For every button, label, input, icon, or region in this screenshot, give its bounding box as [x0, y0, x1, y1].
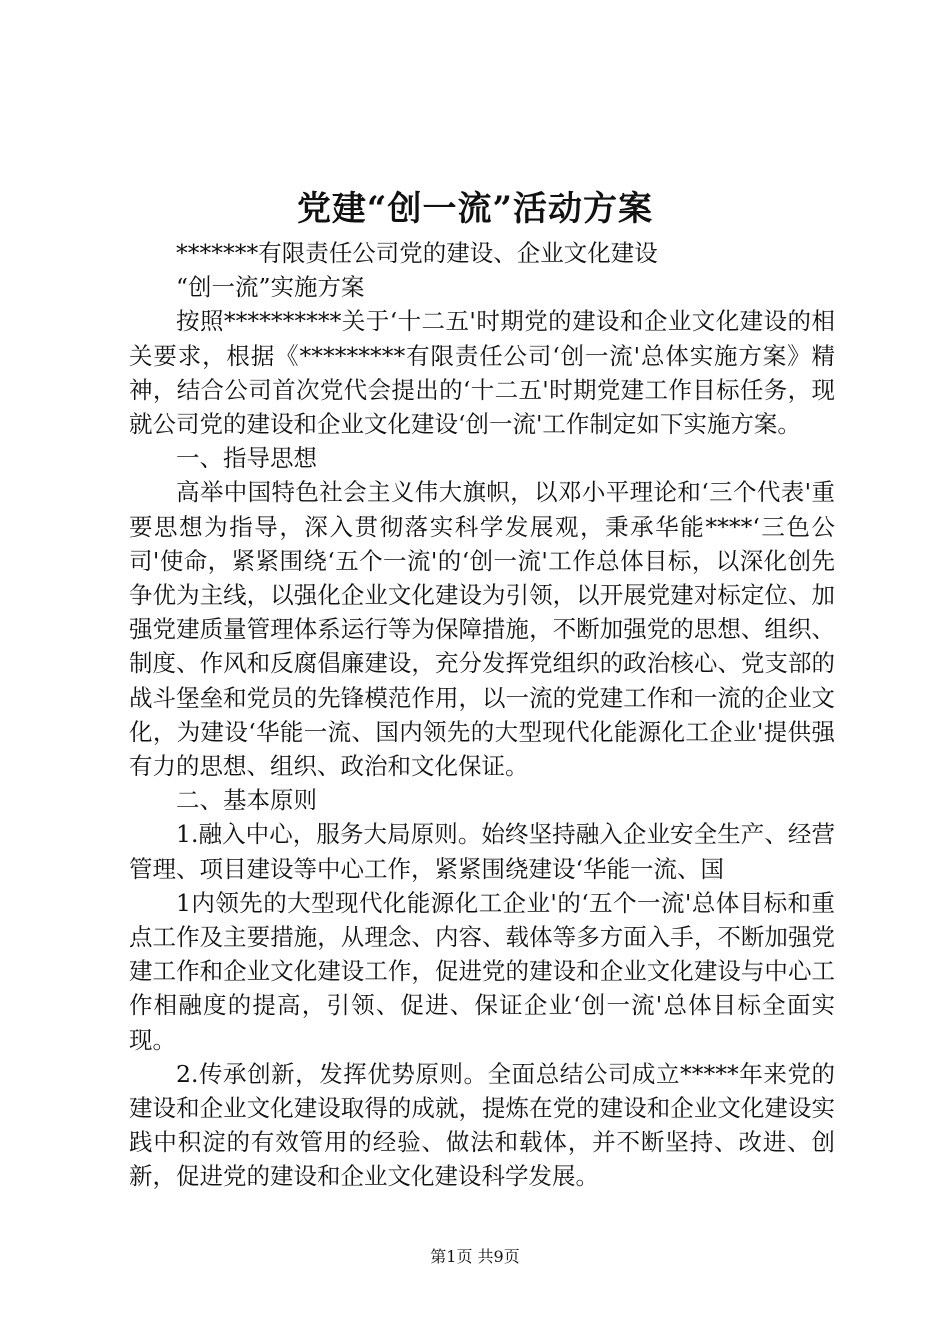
paragraph-principle-1-start: 1.融入中心，服务大局原则。始终坚持融入企业安全生产、经营管理、项目建设等中心工作，紧紧围绕建设‘华能一流、国 [129, 820, 835, 883]
section-heading-guiding-ideology: 一、指导思想 [176, 444, 317, 473]
section-heading-basic-principles: 二、基本原则 [176, 786, 317, 815]
page-footer: 第1页 共9页 [430, 1247, 520, 1266]
document-title: 党建“创一流”活动方案 [296, 189, 654, 229]
paragraph-guiding-ideology: 高举中国特色社会主义伟大旗帜，以邓小平理论和‘三个代表'重要思想为指导，深入贯彻落实科学发展观，秉承华能****‘三色公司'使命，紧紧围绕‘五个一流'的‘创一流'工作总体目标，以深化创先争优为主线，以强化企业文化建设为引领，以开展党建对标定位、加强党建质量管理体系运行等为保障措施，不断加强党的思想、组织、制度、作风和反腐倡廉建设，充分发挥党组织的政治核心、党支部的战斗堡垒和党员的先锋模范作用，以一流的党建工作和一流的企业文化，为建设‘华能一流、国内领先的大型现代化能源化工企业'提供强有力的思想、组织、政治和文化保证。 [129, 478, 835, 781]
paragraph-intro: 按照**********关于‘十二五'时期党的建设和企业文化建设的相关要求，根据《*********有限责任公司‘创一流'总体实施方案》精神，结合公司首次党代会提出的‘十二五'时期党建工作目标任务，现就公司党的建设和企业文化建设‘创一流'工作制定如下实施方案。 [129, 307, 835, 439]
paragraph-principle-1-continued: 1内领先的大型现代化能源化工企业'的‘五个一流'总体目标和重点工作及主要措施，从理念、内容、载体等多方面入手，不断加强党建工作和企业文化建设工作，促进党的建设和企业文化建设与中心工作相融度的提高，引领、促进、保证企业‘创一流'总体目标全面实现。 [129, 888, 835, 1054]
paragraph-company-heading: *******有限责任公司党的建设、企业文化建设 [176, 239, 658, 267]
document-body [129, 236, 835, 1194]
paragraph-plan-heading: “创一流”实施方案 [176, 273, 365, 302]
paragraph-principle-2: 2.传承创新，发挥优势原则。全面总结公司成立*****年来党的建设和企业文化建设取得的成就，提炼在党的建设和企业文化建设实践中积淀的有效管用的经验、做法和载体，并不断坚持、改进、创新，促进党的建设和企业文化建设科学发展。 [129, 1059, 835, 1191]
